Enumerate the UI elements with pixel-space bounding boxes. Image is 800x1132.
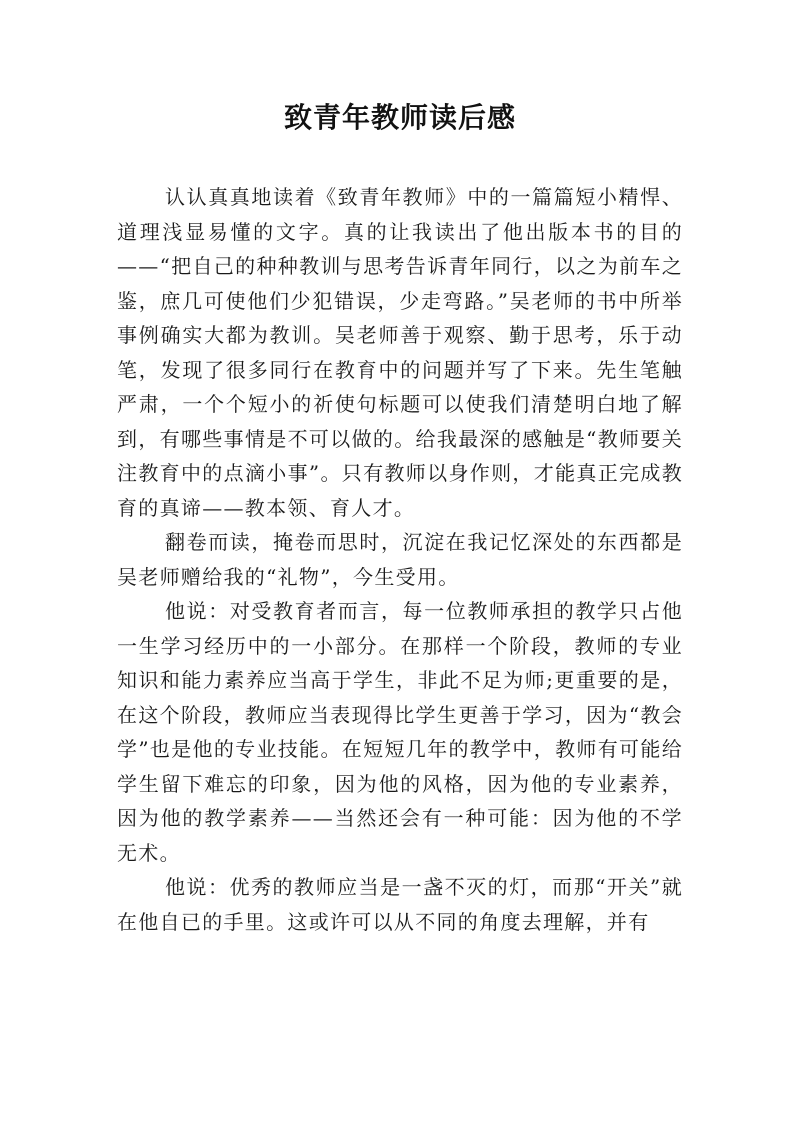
paragraph-4: 他说：优秀的教师应当是一盏不灭的灯，而那“开关”就在他自已的手里。这或许可以从不同的角度去理解，并有 [117,875,683,934]
document-title: 致青年教师读后感 [283,101,516,134]
paragraph-3: 他说：对受教育者而言，每一位教师承担的教学只占他一生学习经历中的一小部分。在那样一个阶段，教师的专业知识和能力素养应当高于学生，非此不足为师;更重要的是，在这个阶段，教师应当表现得比学生更善于学习，因为“教会学”也是他的专业技能。在短短几年的教学中，教师有可能给学生留下难忘的印象，因为他的风格，因为他的专业素养，因为他的教学素养——当然还会有一种可能：因为他的不学无术。 [117,599,683,865]
paragraph-1: 认认真真地读着《致青年教师》中的一篇篇短小精悍、道理浅显易懂的文字。真的让我读出了他出版本书的目的——“把自己的种种教训与思考告诉青年同行，以之为前车之鉴，庶几可使他们少犯错误，少走弯路。”吴老师的书中所举事例确实大都为教训。吴老师善于观察、勤于思考，乐于动笔，发现了很多同行在教育中的问题并写了下来。先生笔触严肃，一个个短小的祈使句标题可以使我们清楚明白地了解到，有哪些事情是不可以做的。给我最深的感触是“教师要关注教育中的点滴小事”。只有教师以身作则，才能真正完成教育的真谛——教本领、育人才。 [117,185,683,520]
document-body [117,180,683,939]
paragraph-2: 翻卷而读，掩卷而思时，沉淀在我记忆深处的东西都是吴老师赠给我的“礼物”，今生受用。 [117,530,683,589]
